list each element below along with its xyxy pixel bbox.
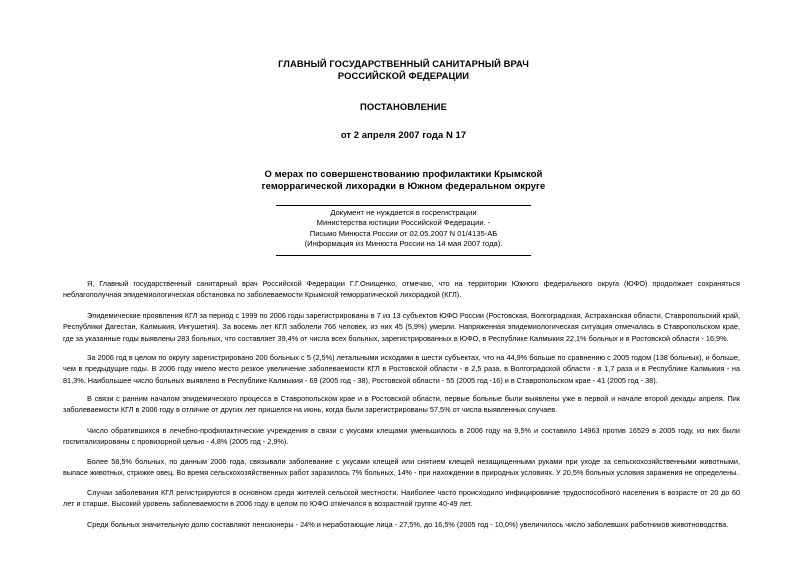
paragraph-2: Эпидемические проявления КГЛ за период с 1999 по 2006 годы зарегистрированы в 7 из 13 субъектов ЮФО России (Ростовская, Волгоградская, Астраханская области, Ставропольский край, Республики Дагестан, Калмыкия, Ингушетия). За восемь лет КГЛ заболели 766 человек, из них 45 (5,9%) умерли. Напряженная эпидемиологическая ситуация отмечалась в Ставропольском крае, где за указанные годы выявлены 283 больных, что составляет 39,4% от числа всех больных, зарегистрированных в ЮФО, в Республике Калмыкия 22,1% больных и в Ростовской области - 16,9%. <box>63 311 740 343</box>
paragraph-6: Более 58,5% больных, по данным 2006 года, связывали заболевание с укусами клещей или снятием клещей незащищенными руками при уходе за сельскохозяйственными животными, выпасе животных, стрижке овец. Во время сельскохозяйственных работ заразилось 7% больных, 14% - при нахождении в природных условиях. У 20,5% больных условия заражения не определены. <box>63 457 740 478</box>
document-title-line-2: геморрагической лихорадки в Южном федеральном округе <box>261 180 546 191</box>
paragraph-3: За 2006 год в целом по округу зарегистрировано 200 больных с 5 (2,5%) летальными исходами в шести субъектах, что на 44,9% больше по сравнению с 2005 годом (138 больных), и больше, чем в предыдущие годы. В 2006 году имело место резкое увеличение заболеваемости КГЛ в Ростовской области - в 2,5 раза, в Волгоградской области - в 1,7 раза и в Республике Калмыкия - на 81,3%. Наибольшее число больных выявлено в Республике Калмыкия - 69 (2005 год - 38), Ростовской области - 55 (2005 год -16) и в Ставропольском крае - 41 (2005 год - 38). <box>63 353 740 385</box>
registration-note-line-3: Письмо Минюста России от 02.05.2007 N 01/4135-АБ <box>309 229 498 238</box>
authority-line-2: РОССИЙСКОЙ ФЕДЕРАЦИИ <box>337 70 470 81</box>
paragraph-5: Число обратившихся в лечебно-профилактические учреждения в связи с укусами клещами уменьшилось в 2006 году на 9,5% и составило 14963 против 16529 в 2005 году, из них были госпитализированы с провизорной целью - 4,8% (2005 год - 2,9%). <box>63 426 740 447</box>
paragraph-7: Случаи заболевания КГЛ регистрируются в основном среди жителей сельской местности. Наиболее часто происходило инфицирование трудоспособного населения в возрасте от 20 до 60 лет и старше. Высокий уровень заболеваемости в 2006 году в целом по ЮФО отмечался в возрастной группе 40-49 лет. <box>63 488 740 509</box>
paragraph-1: Я, Главный государственный санитарный врач Российской Федерации Г.Г.Онищенко, отмечаю, что на территории Южного федерального округа (ЮФО) продолжает сохраняться неблагополучная эпидемиологическая обстановка по заболеваемости Крымской геморрагической лихорадкой (КГЛ). <box>63 279 740 300</box>
divider-top <box>276 205 531 206</box>
paragraph-8: Среди больных значительную долю составляют пенсионеры - 24% и неработающие лица - 27,5%, до 16,5% (2005 год - 10,0%) увеличилось число заболевших работников животноводства. <box>87 520 729 529</box>
authority-line-1: ГЛАВНЫЙ ГОСУДАРСТВЕННЫЙ САНИТАРНЫЙ ВРАЧ <box>278 58 529 69</box>
registration-note-line-1: Документ не нуждается в госрегистрации <box>330 208 477 217</box>
document-type: ПОСТАНОВЛЕНИЕ <box>360 101 447 112</box>
registration-note-line-2: Министерства юстиции Российской Федерации. - <box>316 218 491 227</box>
registration-note-line-4: (Информация из Минюста России на 14 мая 2007 года). <box>304 239 503 248</box>
document-date: от 2 апреля 2007 года N 17 <box>340 129 467 140</box>
divider-bottom <box>276 255 531 256</box>
paragraph-4: В связи с ранним началом эпидемического процесса в Ставропольском крае и в Ростовской области, первые больные были выявлены уже в первой и начале второй декады апреля. Пик заболеваемости КГЛ в 2006 году в отличие от других лет пришелся на июнь, когда были зарегистрированы 57,5% от числа выявленных случаев. <box>63 394 740 415</box>
document-title-line-1: О мерах по совершенствованию профилактики Крымской <box>264 168 543 179</box>
